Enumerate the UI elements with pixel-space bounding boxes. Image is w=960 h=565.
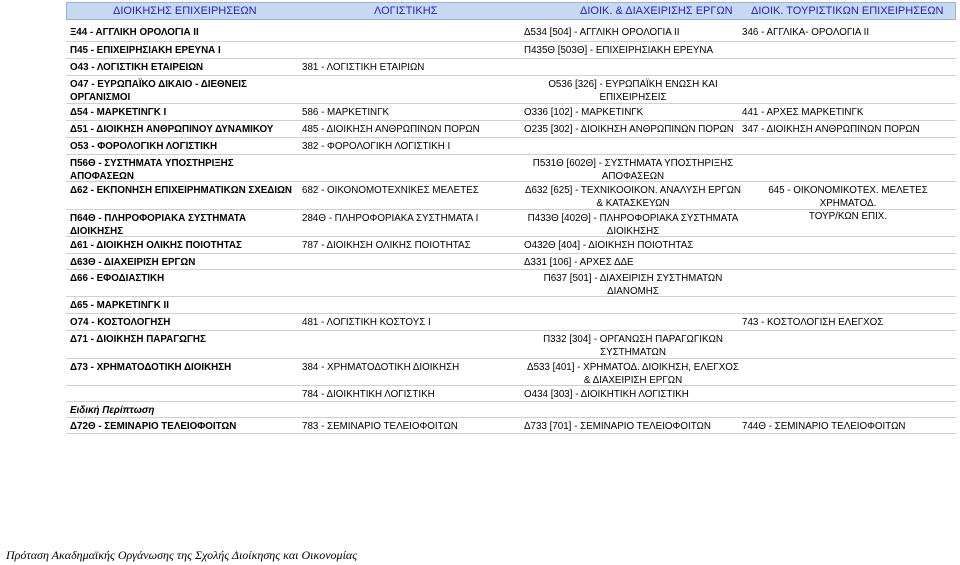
table-row	[66, 155, 956, 182]
table-row	[66, 24, 956, 42]
cell-business-admin: Δ71 - ΔΙΟΙΚΗΣΗ ΠΑΡΑΓΩΓΗΣ	[70, 334, 206, 345]
cell-business-admin: Δ51 - ΔΙΟΙΚΗΣΗ ΑΝΘΡΩΠΙΝΟΥ ΔΥΝΑΜΙΚΟΥ	[70, 124, 274, 135]
table-row	[66, 297, 956, 314]
cell-business-admin: Δ73 - ΧΡΗΜΑΤΟΔΟΤΙΚΗ ΔΙΟΙΚΗΣΗ	[70, 362, 232, 373]
footer-caption: Πρόταση Ακαδημαϊκής Οργάνωσης της Σχολής Διοίκησης και Οικονομίας	[6, 548, 358, 562]
cell-project-management: Δ533 [401] - ΧΡΗΜΑΤΟΔ. ΔΙΟΙΚΗΣΗ, ΕΛΕΓΧΟΣ & ΔΙΑΧΕΙΡΙΣΗ ΕΡΓΩΝ	[527, 362, 739, 386]
cell-business-admin: Ο74 - ΚΟΣΤΟΛΟΓΗΣΗ	[70, 317, 171, 328]
cell-tourism: 743 - ΚΟΣΤΟΛΟΓΙΣΗ ΕΛΕΓΧΟΣ	[742, 317, 884, 328]
cell-business-admin: Δ65 - ΜΑΡΚΕΤΙΝΓΚ ΙΙ	[70, 300, 169, 311]
cell-tourism: 645 - ΟΙΚΟΝΟΜΙΚΟΤΕΧ. ΜΕΛΕΤΕΣ ΧΡΗΜΑΤΟΔ. ΤΟΥΡ/ΚΩΝ ΕΠΙΧ.	[768, 185, 928, 222]
cell-project-management: Δ534 [504] - ΑΓΓΛΙΚΗ ΟΡΟΛΟΓΙΑ ΙΙ	[524, 27, 680, 38]
header-col-accounting: ΛΟΓΙΣΤΙΚΗΣ	[374, 5, 438, 17]
cell-accounting: 485 - ΔΙΟΙΚΗΣΗ ΑΝΘΡΩΠΙΝΩΝ ΠΟΡΩΝ	[302, 124, 480, 135]
cell-project-management: Ο235 [302] - ΔΙΟΙΚΗΣΗ ΑΝΘΡΩΠΙΝΩΝ ΠΟΡΩΝ	[524, 124, 734, 135]
table-row	[66, 331, 956, 359]
cell-business-admin: Δ66 - ΕΦΟΔΙΑΣΤΙΚΗ	[70, 273, 165, 284]
table-row	[66, 270, 956, 297]
cell-project-management: Ο432Θ [404] - ΔΙΟΙΚΗΣΗ ΠΟΙΟΤΗΤΑΣ	[524, 240, 694, 251]
special-case-label: Ειδική Περίπτωση	[70, 405, 155, 416]
cell-business-admin: Δ63Θ - ΔΙΑΧΕΙΡΙΣΗ ΕΡΓΩΝ	[70, 257, 196, 268]
table-row	[66, 359, 956, 386]
cell-project-management: Π435Θ [503Θ] - ΕΠΙΧΕΙΡΗΣΙΑΚΗ ΕΡΕΥΝΑ	[524, 45, 714, 56]
cell-project-management: Ο336 [102] - ΜΑΡΚΕΤΙΝΓΚ	[524, 107, 644, 118]
cell-accounting: 481 - ΛΟΓΙΣΤΙΚΗ ΚΟΣΤΟΥΣ Ι	[302, 317, 431, 328]
cell-business-admin: Π56Θ - ΣΥΣΤΗΜΑΤΑ ΥΠΟΣΤΗΡΙΞΗΣ ΑΠΟΦΑΣΕΩΝ	[70, 158, 234, 182]
table-row	[66, 314, 956, 331]
cell-project-management: Π332 [304] - ΟΡΓΑΝΩΣΗ ΠΑΡΑΓΩΓΙΚΩΝ ΣΥΣΤΗΜΑΤΩΝ	[543, 334, 723, 358]
cell-tourism: 347 - ΔΙΟΙΚΗΣΗ ΑΝΘΡΩΠΙΝΩΝ ΠΟΡΩΝ	[742, 124, 920, 135]
table-row	[66, 121, 956, 138]
cell-business-admin: Π64Θ - ΠΛΗΡΟΦΟΡΙΑΚΑ ΣΥΣΤΗΜΑΤΑ ΔΙΟΙΚΗΣΗΣ	[70, 213, 247, 237]
cell-project-management: Ο536 [326] - ΕΥΡΩΠΑΪΚΗ ΕΝΩΣΗ ΚΑΙ ΕΠΙΧΕΙΡΗΣΕΙΣ	[548, 79, 718, 103]
cell-tourism: 744Θ - ΣΕΜΙΝΑΡΙΟ ΤΕΛΕΙΟΦΟΙΤΩΝ	[742, 421, 906, 432]
cell-tourism: 441 - ΑΡΧΕΣ ΜΑΡΚΕΤΙΝΓΚ	[742, 107, 864, 118]
table-row	[66, 210, 956, 237]
table-row	[66, 402, 956, 418]
cell-business-admin: Δ62 - ΕΚΠΟΝΗΣΗ ΕΠΙΧΕΙΡΗΜΑΤΙΚΩΝ ΣΧΕΔΙΩΝ	[70, 185, 293, 196]
cell-project-management: Δ733 [701] - ΣΕΜΙΝΑΡΙΟ ΤΕΛΕΙΟΦΟΙΤΩΝ	[524, 421, 711, 432]
cell-accounting: 382 - ΦΟΡΟΛΟΓΙΚΗ ΛΟΓΙΣΤΙΚΗ Ι	[302, 141, 451, 152]
table-row	[66, 418, 956, 434]
cell-accounting: 384 - ΧΡΗΜΑΤΟΔΟΤΙΚΗ ΔΙΟΙΚΗΣΗ	[302, 362, 460, 373]
table-row	[66, 59, 956, 76]
cell-business-admin: Δ61 - ΔΙΟΙΚΗΣΗ ΟΛΙΚΗΣ ΠΟΙΟΤΗΤΑΣ	[70, 240, 242, 251]
header-col-business-admin: ΔΙΟΙΚΗΣΗΣ ΕΠΙΧΕΙΡΗΣΕΩΝ	[113, 5, 257, 17]
table-row	[66, 237, 956, 254]
cell-business-admin: Ο47 - ΕΥΡΩΠΑΪΚΟ ΔΙΚΑΙΟ - ΔΙΕΘΝΕΙΣ ΟΡΓΑΝΙΣΜΟΙ	[70, 79, 247, 103]
cell-accounting: 586 - ΜΑΡΚΕΤΙΝΓΚ	[302, 107, 390, 118]
cell-business-admin: Ο53 - ΦΟΡΟΛΟΓΙΚΗ ΛΟΓΙΣΤΙΚΗ	[70, 141, 218, 152]
cell-business-admin: Ο43 - ΛΟΓΙΣΤΙΚΗ ΕΤΑΙΡΕΙΩΝ	[70, 62, 204, 73]
cell-project-management: Δ331 [106] - ΑΡΧΕΣ ΔΔΕ	[524, 257, 634, 268]
header-col-tourism-management: ΔΙΟΙΚ. ΤΟΥΡΙΣΤΙΚΩΝ ΕΠΙΧΕΙΡΗΣΕΩΝ	[751, 5, 944, 17]
cell-accounting: 284Θ - ΠΛΗΡΟΦΟΡΙΑΚΑ ΣΥΣΤΗΜΑΤΑ Ι	[302, 213, 479, 224]
table-row	[66, 104, 956, 121]
cell-business-admin: Δ72Θ - ΣΕΜΙΝΑΡΙΟ ΤΕΛΕΙΟΦΟΙΤΩΝ	[70, 421, 237, 432]
cell-accounting: 682 - ΟΙΚΟΝΟΜΟΤΕΧΝΙΚΕΣ ΜΕΛΕΤΕΣ	[302, 185, 479, 196]
cell-project-management: Ο434 [303] - ΔΙΟΙΚΗΤΙΚΗ ΛΟΓΙΣΤΙΚΗ	[524, 389, 689, 400]
table-row	[66, 386, 956, 402]
cell-project-management: Π531Θ [602Θ] - ΣΥΣΤΗΜΑΤΑ ΥΠΟΣΤΗΡΙΞΗΣ ΑΠΟΦΑΣΕΩΝ	[532, 158, 734, 182]
cell-accounting: 787 - ΔΙΟΙΚΗΣΗ ΟΛΙΚΗΣ ΠΟΙΟΤΗΤΑΣ	[302, 240, 471, 251]
cell-project-management: Π433Θ [402Θ] - ΠΛΗΡΟΦΟΡΙΑΚΑ ΣΥΣΤΗΜΑΤΑ ΔΙΟΙΚΗΣΗΣ	[527, 213, 739, 237]
cell-business-admin: Π45 - ΕΠΙΧΕΙΡΗΣΙΑΚΗ ΕΡΕΥΝΑ Ι	[70, 45, 221, 56]
cell-project-management: Δ632 [625] - ΤΕΧΝΙΚΟΟΙΚΟΝ. ΑΝΑΛΥΣΗ ΕΡΓΩΝ & ΚΑΤΑΣΚΕΥΩΝ	[524, 185, 742, 209]
table-row	[66, 42, 956, 59]
header-bar	[66, 2, 956, 20]
table-row	[66, 254, 956, 270]
cell-business-admin: Δ54 - ΜΑΡΚΕΤΙΝΓΚ Ι	[70, 107, 167, 118]
cell-accounting: 783 - ΣΕΜΙΝΑΡΙΟ ΤΕΛΕΙΟΦΟΙΤΩΝ	[302, 421, 458, 432]
cell-accounting: 381 - ΛΟΓΙΣΤΙΚΗ ΕΤΑΙΡΙΩΝ	[302, 62, 425, 73]
cell-business-admin: Ξ44 - ΑΓΓΛΙΚΗ ΟΡΟΛΟΓΙΑ ΙΙ	[70, 27, 199, 38]
table-row	[66, 138, 956, 155]
cell-tourism: 346 - ΑΓΓΛΙΚΑ- ΟΡΟΛΟΓΙΑ ΙΙ	[742, 27, 870, 38]
cell-project-management: Π637 [501] - ΔΙΑΧΕΙΡΙΣΗ ΣΥΣΤΗΜΑΤΩΝ ΔΙΑΝΟΜΗΣ	[543, 273, 723, 297]
course-equivalence-table	[66, 24, 956, 434]
cell-accounting: 784 - ΔΙΟΙΚΗΤΙΚΗ ΛΟΓΙΣΤΙΚΗ	[302, 389, 435, 400]
header-col-project-management: ΔΙΟΙΚ. & ΔΙΑΧΕΙΡΙΣΗΣ ΕΡΓΩΝ	[580, 5, 733, 17]
table-row	[66, 76, 956, 104]
